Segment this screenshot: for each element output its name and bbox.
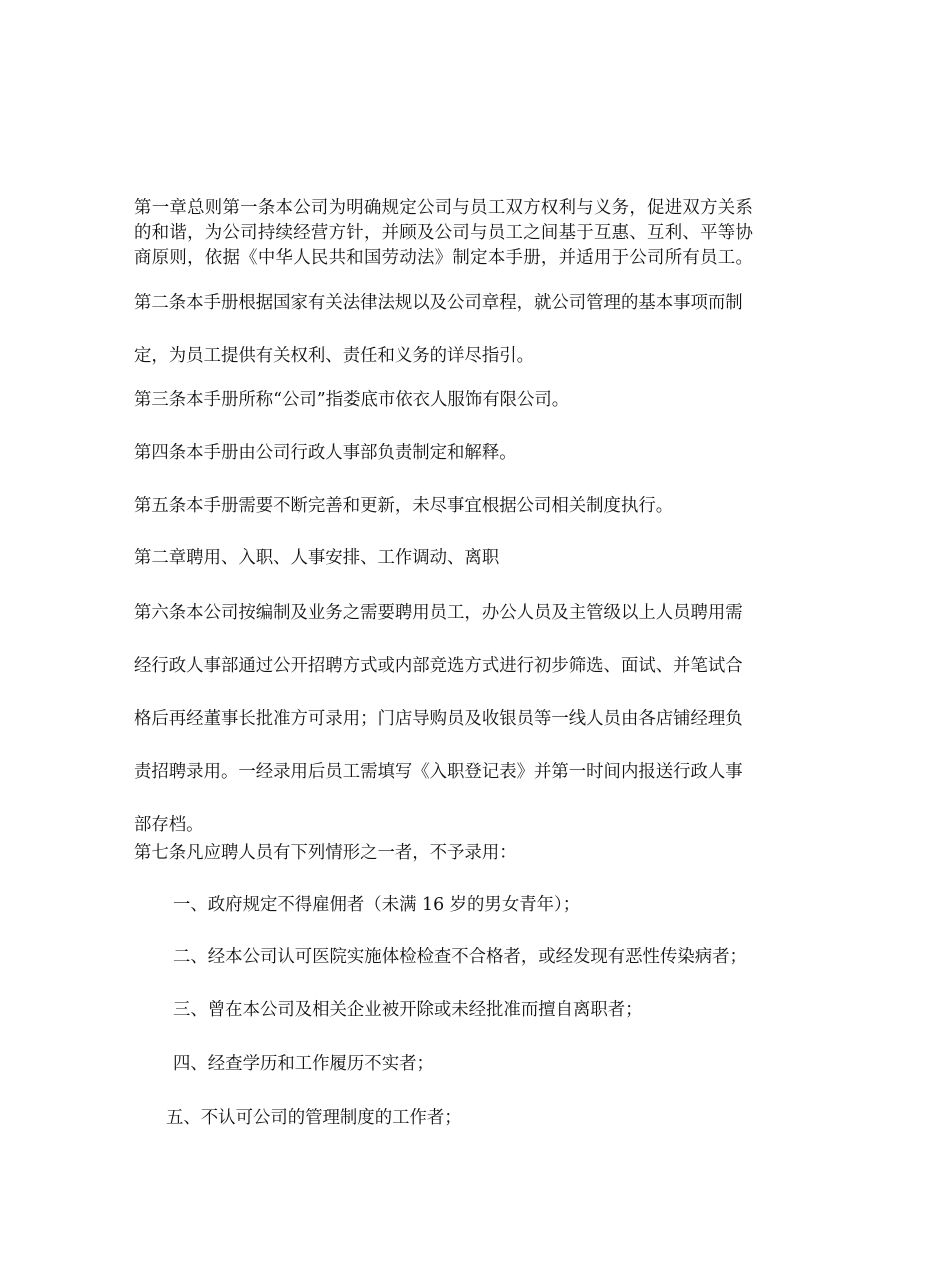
- paragraph-article4: 第四条本手册由公司行政人事部负责制定和解释。: [134, 443, 517, 463]
- paragraph-article3: 第三条本手册所称“公司”指娄底市依衣人服饰有限公司。: [134, 390, 570, 410]
- list-item-5: 五、不认可公司的管理制度的工作者；: [166, 1108, 462, 1128]
- paragraph-article2: [134, 277, 812, 383]
- text-line: 第二条本手册根据国家有关法律法规以及公司章程，就公司管理的基本事项而制: [134, 293, 743, 313]
- text-line: 责招聘录用。一经录用后员工需填写《入职登记表》并第一时间内报送行政人事: [134, 762, 743, 782]
- text-line: 第六条本公司按编制及业务之需要聘用员工，办公人员及主管级以上人员聘用需: [134, 603, 743, 623]
- paragraph-chapter1-article1: [134, 196, 812, 271]
- text-line: 的和谐，为公司持续经营方针，并顾及公司与员工之间基于互惠、互利、平等协: [134, 223, 754, 243]
- list-item-4: 四、经查学历和工作履历不实者；: [173, 1054, 434, 1074]
- text-line: 格后再经董事长批准方可录用；门店导购员及收银员等一线人员由各店铺经理负: [134, 709, 743, 729]
- paragraph-article7: 第七条凡应聘人员有下列情形之一者，不予录用：: [134, 843, 517, 863]
- paragraph-article5: 第五条本手册需要不断完善和更新，未尽事宜根据公司相关制度执行。: [134, 496, 674, 516]
- list-item-3: 三、曾在本公司及相关企业被开除或未经批准而擅自离职者；: [173, 1000, 643, 1020]
- text-line: 定，为员工提供有关权利、责任和义务的详尽指引。: [134, 346, 534, 366]
- list-item-2: 二、经本公司认可医院实施体检检查不合格者，或经发现有恶性传染病者；: [173, 947, 747, 967]
- chapter2-heading: 第二章聘用、入职、人事安排、工作调动、离职: [134, 548, 500, 568]
- text-line: 部存档。: [134, 815, 204, 835]
- paragraph-article6: [134, 587, 812, 852]
- list-item-1: 一、政府规定不得雇佣者（未满 16 岁的男女青年）；: [173, 895, 581, 915]
- text-line: 第一章总则第一条本公司为明确规定公司与员工双方权利与义务，促进双方关系: [134, 198, 754, 218]
- text-line: 经行政人事部通过公开招聘方式或内部竞选方式进行初步筛选、面试、并笔试合: [134, 656, 743, 676]
- text-line: 商原则，依据《中华人民共和国劳动法》制定本手册，并适用于公司所有员工。: [134, 248, 754, 268]
